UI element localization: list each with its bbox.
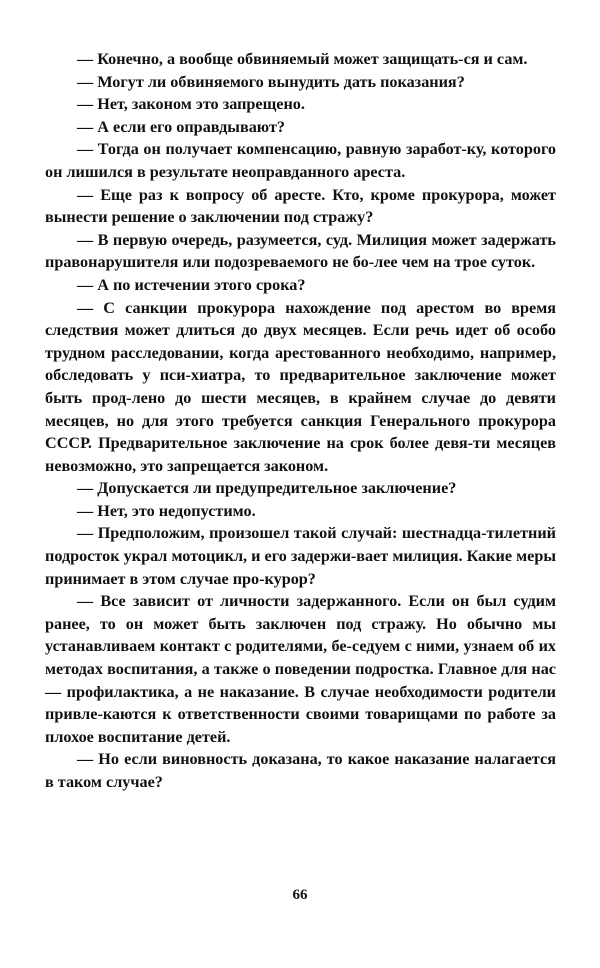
paragraph: — Все зависит от личности задержанного. Если он был судим ранее, то он может быть заключен под стражу. Но обычно мы устанавливаем контакт с родителями, бе-седуем с ними, узнаем об их методах воспитания, а также о поведении подростка. Главное для нас — профилактика, а не наказание. В случае необходимости родители привле-каются к ответственности своими товарищами по работе за плохое воспитание детей. — [45, 592, 556, 746]
paragraph: — Конечно, а вообще обвиняемый может защищать-ся и сам. — [77, 50, 528, 68]
paragraph: — Еще раз к вопросу об аресте. Кто, кроме прокурора, может вынести решение о заключении под стражу? — [45, 185, 556, 227]
paragraph: — Нет, это недопустимо. — [77, 501, 256, 520]
paragraph: — А по истечении этого срока? — [77, 275, 306, 294]
paragraph: — С санкции прокурора нахождение под арестом во время следствия может длиться до двух месяцев. Если речь идет об особо трудном расследовании, когда арестованного необходимо, например, обследовать у пси-хиатра, то предварительное заключение может быть прод-лено до шести месяцев, в крайнем случае до девяти месяцев, но для этого требуется санкция Генерального прокурора СССР. Предварительное заключение на срок более девя-ти месяцев невозможно, это запрещается законом. — [45, 298, 556, 475]
paragraph: — Нет, законом это запрещено. — [77, 95, 305, 114]
paragraph: — Допускается ли предупредительное заключение? — [77, 479, 457, 498]
paragraph: — Но если виновность доказана, то какое наказание налагается в таком случае? — [45, 750, 556, 791]
page-number: 66 — [292, 887, 308, 903]
paragraph: — А если его оправдывают? — [77, 117, 285, 136]
paragraph: — Предположим, произошел такой случай: шестнадца-тилетний подросток украл мотоцикл, и его задержи-вает милиция. Какие меры принимает в этом случае про-курор? — [45, 524, 556, 588]
paragraph: — Могут ли обвиняемого вынудить дать показания? — [77, 72, 465, 91]
paragraph: — В первую очередь, разумеется, суд. Милиция может задержать правонарушителя или подозреваемого не бо-лее чем на трое суток. — [45, 230, 556, 272]
paragraph: — Тогда он получает компенсацию, равную заработ-ку, которого он лишился в результате неоправданного ареста. — [45, 140, 556, 181]
page-text — [45, 48, 556, 794]
